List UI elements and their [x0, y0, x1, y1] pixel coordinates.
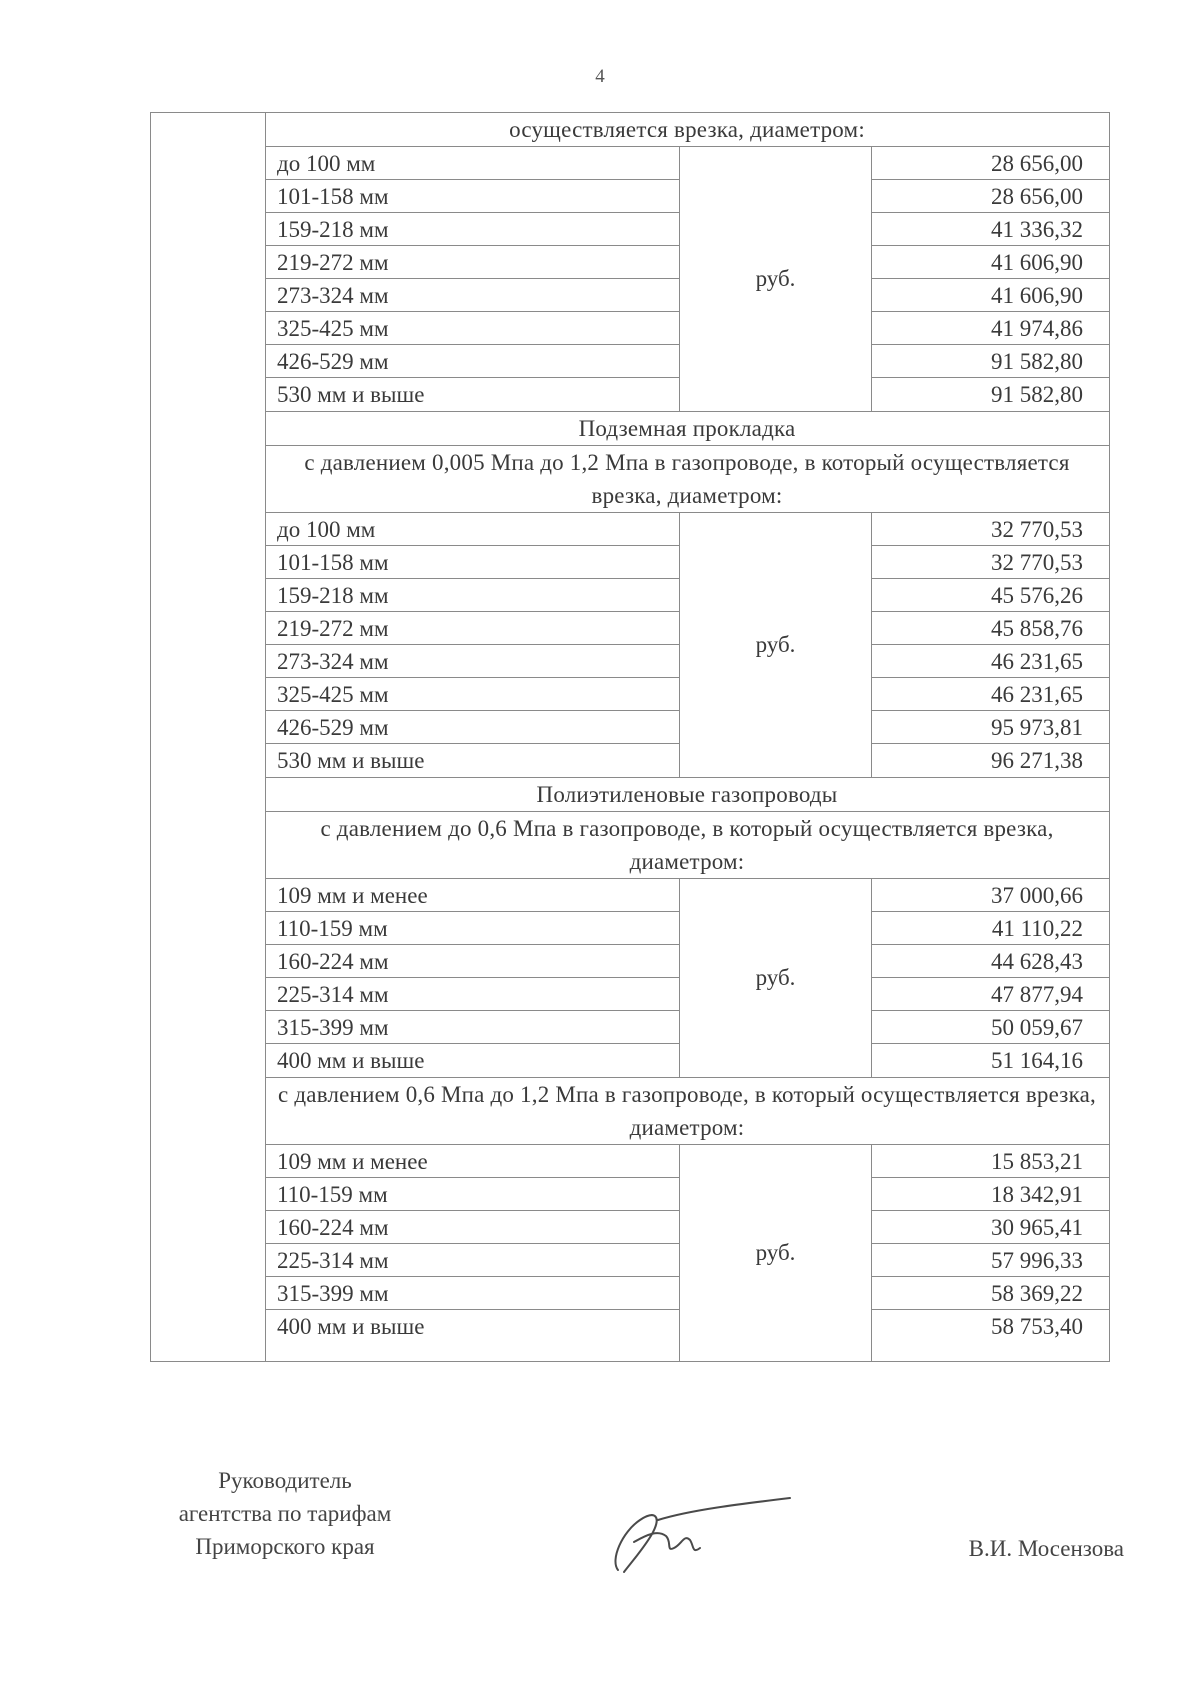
value-cell: 41 110,22 [872, 912, 1109, 945]
diameter-cell: 219-272 мм [265, 612, 679, 645]
tariff-table [150, 112, 1110, 1362]
diameter-column [265, 1145, 680, 1361]
section-head-2: с давлением 0,005 Мпа до 1,2 Мпа в газопроводе, в который осуществляется врезка, диаметром: [265, 446, 1109, 513]
value-cell: 96 271,38 [991, 748, 1083, 773]
value-cell: 41 974,86 [872, 312, 1109, 345]
value-cell: 58 753,40 [991, 1314, 1083, 1339]
value-column [872, 1145, 1109, 1361]
signatory-title-line: агентства по тарифам [178, 1501, 392, 1526]
value-cell: 15 853,21 [872, 1145, 1109, 1178]
signatory-title-line: Руководитель [218, 1468, 352, 1493]
diameter-cell: 325-425 мм [265, 678, 679, 711]
handwritten-signature [600, 1490, 800, 1580]
unit-cell: руб. [680, 513, 872, 777]
value-cell: 58 369,22 [872, 1277, 1109, 1310]
unit-cell: руб. [680, 1145, 872, 1361]
section-title-underground: Подземная прокладка [265, 412, 1109, 446]
value-cell: 28 656,00 [872, 180, 1109, 213]
diameter-cell: 426-529 мм [265, 711, 679, 744]
empty-first-column [151, 113, 266, 1361]
value-cell: 91 582,80 [872, 345, 1109, 378]
value-cell: 45 858,76 [872, 612, 1109, 645]
value-cell: 50 059,67 [872, 1011, 1109, 1044]
unit-cell: руб. [680, 879, 872, 1077]
diameter-column [265, 147, 680, 411]
value-cell: 95 973,81 [872, 711, 1109, 744]
page-number: 4 [595, 66, 605, 87]
value-cell: 28 656,00 [872, 147, 1109, 180]
diameter-cell: до 100 мм [265, 513, 679, 546]
diameter-column [265, 879, 680, 1077]
value-cell: 37 000,66 [872, 879, 1109, 912]
value-cell: 91 582,80 [991, 382, 1083, 407]
value-cell: 47 877,94 [872, 978, 1109, 1011]
value-cell: 46 231,65 [872, 645, 1109, 678]
diameter-cell: 159-218 мм [265, 579, 679, 612]
value-cell: 44 628,43 [872, 945, 1109, 978]
section-head-4: с давлением 0,6 Мпа до 1,2 Мпа в газопроводе, в который осуществляется врезка, диаметром: [265, 1078, 1109, 1145]
value-column [872, 879, 1109, 1077]
signatory-name: В.И. Мосензова [968, 1536, 1124, 1561]
value-cell: 41 606,90 [872, 246, 1109, 279]
diameter-cell: 160-224 мм [265, 945, 679, 978]
value-column [872, 147, 1109, 411]
value-cell: 45 576,26 [872, 579, 1109, 612]
diameter-cell: 219-272 мм [265, 246, 679, 279]
value-cell: 57 996,33 [872, 1244, 1109, 1277]
table-sections [265, 113, 1109, 1361]
diameter-cell: 109 мм и менее [265, 879, 679, 912]
diameter-cell: 315-399 мм [265, 1011, 679, 1044]
rate-group-3 [265, 879, 1109, 1078]
section-head-3: с давлением до 0,6 Мпа в газопроводе, в который осуществляется врезка, диаметром: [265, 812, 1109, 879]
diameter-cell: 110-159 мм [265, 912, 679, 945]
diameter-column [265, 513, 680, 777]
diameter-cell: 530 мм и выше [277, 382, 425, 407]
diameter-cell: до 100 мм [265, 147, 679, 180]
value-cell: 51 164,16 [991, 1048, 1083, 1073]
diameter-cell: 101-158 мм [265, 546, 679, 579]
diameter-cell: 400 мм и выше [277, 1048, 425, 1073]
diameter-cell: 109 мм и менее [265, 1145, 679, 1178]
value-cell: 32 770,53 [872, 513, 1109, 546]
rate-group-4 [265, 1145, 1109, 1361]
value-cell: 41 606,90 [872, 279, 1109, 312]
rate-group-2 [265, 513, 1109, 778]
diameter-cell: 426-529 мм [265, 345, 679, 378]
value-column [872, 513, 1109, 777]
diameter-cell: 273-324 мм [265, 279, 679, 312]
value-cell: 18 342,91 [872, 1178, 1109, 1211]
diameter-cell: 325-425 мм [265, 312, 679, 345]
diameter-cell: 400 мм и выше [277, 1314, 425, 1339]
diameter-cell: 315-399 мм [265, 1277, 679, 1310]
rate-group-1 [265, 147, 1109, 412]
diameter-cell: 225-314 мм [265, 1244, 679, 1277]
value-cell: 46 231,65 [872, 678, 1109, 711]
unit-cell: руб. [680, 147, 872, 411]
section-head-top: осуществляется врезка, диаметром: [265, 113, 1109, 147]
value-cell: 41 336,32 [872, 213, 1109, 246]
signatory-title-line: Приморского края [195, 1534, 375, 1559]
value-cell: 30 965,41 [872, 1211, 1109, 1244]
diameter-cell: 273-324 мм [265, 645, 679, 678]
section-title-polyethylene: Полиэтиленовые газопроводы [265, 778, 1109, 812]
diameter-cell: 101-158 мм [265, 180, 679, 213]
diameter-cell: 110-159 мм [265, 1178, 679, 1211]
diameter-cell: 160-224 мм [265, 1211, 679, 1244]
signatory-title [140, 1464, 430, 1563]
value-cell: 32 770,53 [872, 546, 1109, 579]
diameter-cell: 159-218 мм [265, 213, 679, 246]
diameter-cell: 225-314 мм [265, 978, 679, 1011]
diameter-cell: 530 мм и выше [277, 748, 425, 773]
